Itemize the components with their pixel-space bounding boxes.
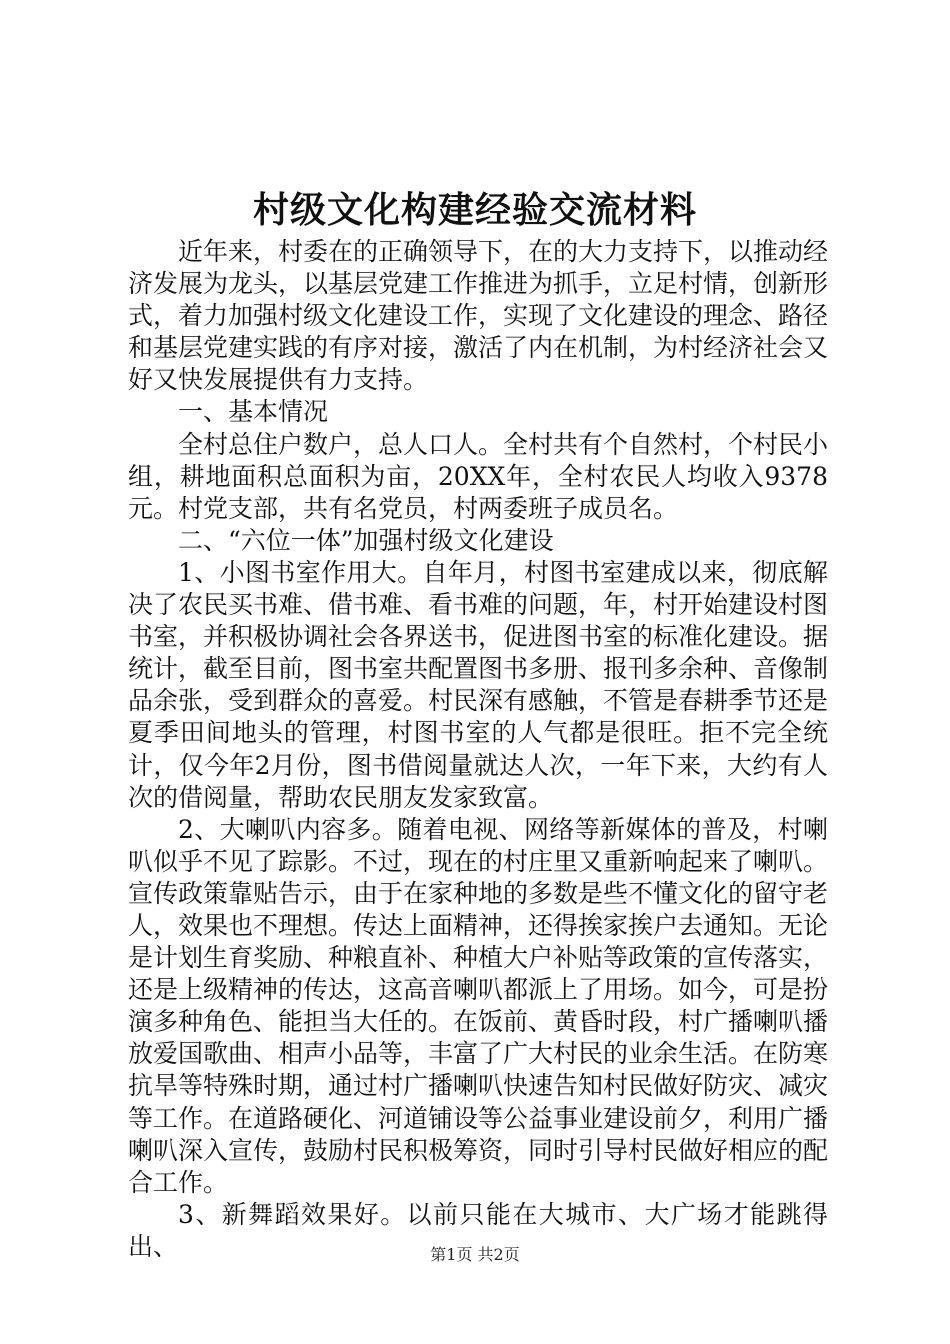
intro-paragraph: 近年来，村委在的正确领导下，在的大力支持下，以推动经济发展为龙头，以基层党建工作推进为抓手，立足村情，创新形式，着力加强村级文化建设工作，实现了文化建设的理念、路径和基层党建实践的有序对接，激活了内在机制，为村经济社会又好又快发展提供有力支持。 — [128, 237, 829, 395]
dance-paragraph: 3、新舞蹈效果好。以前只能在大城市、大广场才能跳得出、 — [128, 1199, 828, 1261]
library-paragraph: 1、小图书室作用大。自年月，村图书室建成以来，彻底解决了农民买书难、借书难、看书难的问题，年，村开始建设村图书室，并积极协调社会各界送书，促进图书室的标准化建设。据统计，截至目前，图书室共配置图书多册、报刊多余种、音像制品余张，受到群众的喜爱。村民深有感触，不管是春耕季节还是夏季田间地头的管理，村图书室的人气都是很旺。拒不完全统计，仅今年2月份，图书借阅量就达人次，一年下来，大约有人次的借阅量，帮助农民朋友发家致富。 — [128, 557, 829, 812]
section-heading-basic-info: 一、基本情况 — [178, 397, 329, 427]
page-footer: 第1页 共2页 — [430, 1245, 520, 1264]
basic-info-paragraph: 全村总住户数户，总人口人。全村共有个自然村，个村民小组，耕地面积总面积为亩，20XX年，全村农民人均收入9378元。村党支部，共有名党员，村两委班子成员名。 — [128, 429, 829, 523]
document-title: 村级文化构建经验交流材料 — [252, 189, 697, 231]
document-body — [128, 236, 828, 1263]
section-heading-culture: 二、“六位一体”加强村级文化建设 — [178, 525, 554, 555]
loudspeaker-paragraph: 2、大喇叭内容多。随着电视、网络等新媒体的普及，村喇叭似乎不见了踪影。不过，现在的村庄里又重新响起来了喇叭。宣传政策靠贴告示，由于在家种地的多数是些不懂文化的留守老人，效果也不理想。传达上面精神，还得挨家挨户去通知。无论是计划生育奖励、种粮直补、种植大户补贴等政策的宣传落实，还是上级精神的传达，这高音喇叭都派上了用场。如今，可是扮演多种角色、能担当大任的。在饭前、黄昏时段，村广播喇叭播放爱国歌曲、相声小品等，丰富了广大村民的业余生活。在防寒抗旱等特殊时期，通过村广播喇叭快速告知村民做好防灾、减灾等工作。在道路硬化、河道铺设等公益事业建设前夕，利用广播喇叭深入宣传，鼓励村民积极筹资，同时引导村民做好相应的配合工作。 — [128, 814, 829, 1197]
